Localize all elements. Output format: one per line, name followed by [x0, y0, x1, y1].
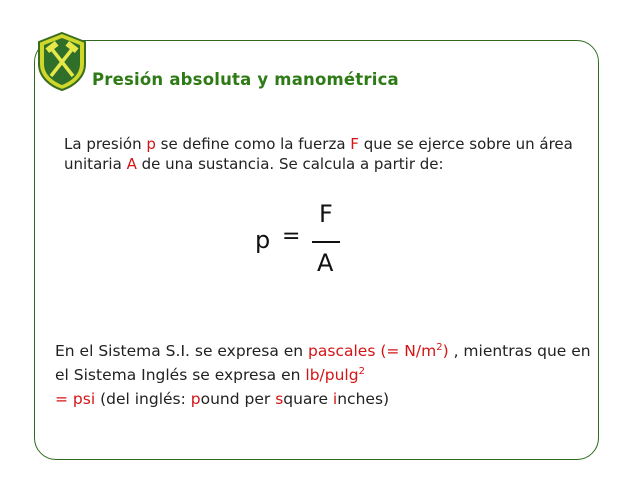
- crossed-hammers-shield-icon: [34, 30, 90, 92]
- formula-lhs: p: [255, 226, 271, 254]
- lb-pulg-unit: lb/pulg$^2$: [305, 365, 365, 384]
- letter-s: s: [275, 390, 284, 408]
- symbol-f: F: [350, 135, 359, 153]
- psi-unit: = psi: [55, 390, 96, 408]
- letter-p: p: [190, 390, 201, 408]
- formula-numerator: F: [319, 200, 333, 228]
- pascales-unit: pascales (= $N/m^2$): [308, 341, 449, 360]
- symbol-a: A: [126, 155, 137, 173]
- intro-paragraph: La presión p se define como la fuerza F que se ejerce sobre un área unitaria A de una sustancia. Se calcula a partir de:: [64, 135, 573, 173]
- units-paragraph: En el Sistema S.I. se expresa en pascales (= $N/m^2$) , mientras que en el Sistema Inglés se expresa en lb/pulg$^2$ = psi (del inglés: pound per square inches): [55, 341, 591, 408]
- symbol-p: p: [146, 135, 156, 153]
- fraction-bar: [312, 241, 340, 243]
- slide-title: Presión absoluta y manométrica: [92, 70, 399, 89]
- letter-i: i: [332, 390, 338, 408]
- formula-equals: =: [282, 224, 301, 249]
- formula-denominator: A: [317, 249, 334, 277]
